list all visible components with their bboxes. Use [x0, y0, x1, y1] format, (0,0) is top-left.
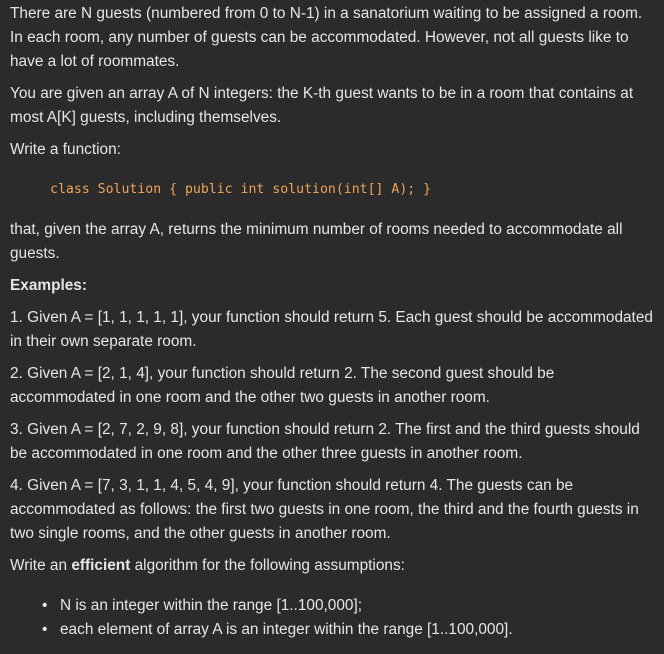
- bullet-icon: •: [42, 621, 48, 638]
- example-2: 2. Given A = [2, 1, 4], your function should return 2. The second guest should be accommodated in one room and the other two guests in another room.: [10, 365, 555, 406]
- list-item: [42, 594, 658, 618]
- efficient-bold: efficient: [71, 557, 131, 574]
- example-1: 1. Given A = [1, 1, 1, 1, 1], your function should return 5. Each guest should be accommodated in their own separate room.: [10, 309, 653, 350]
- returns-paragraph: that, given the array A, returns the minimum number of rooms needed to accommodate all guests.: [10, 221, 623, 262]
- efficient-text-before: Write an: [10, 557, 72, 574]
- assumptions-list: [10, 594, 658, 642]
- write-function-text: Write a function:: [10, 141, 121, 158]
- efficient-paragraph: [10, 554, 658, 578]
- example-3: 3. Given A = [2, 7, 2, 9, 8], your function should return 2. The first and the third guests should be accommodated in one room and the other three guests in another room.: [10, 421, 640, 462]
- list-item: [42, 618, 658, 642]
- bullet-icon: •: [42, 597, 48, 614]
- efficient-text-after: algorithm for the following assumptions:: [130, 557, 405, 574]
- intro-paragraph: There are N guests (numbered from 0 to N-1) in a sanatorium waiting to be assigned a room. In each room, any number of guests can be accommodated. However, not all guests like to have a lot of roommates.: [10, 5, 643, 70]
- assumption-text: N is an integer within the range [1..100,000];: [60, 597, 363, 614]
- assumption-text: each element of array A is an integer within the range [1..100,000].: [60, 621, 513, 638]
- examples-heading: Examples:: [10, 277, 87, 294]
- array-description: You are given an array A of N integers: the K-th guest wants to be in a room that contains at most A[K] guests, including themselves.: [10, 85, 634, 126]
- code-signature: class Solution { public int solution(int[] A); }: [50, 182, 432, 197]
- example-4: 4. Given A = [7, 3, 1, 1, 4, 5, 4, 9], your function should return 4. The guests can be accommodated as follows: the first two guests in one room, the third and the fourth guests in two single rooms, and the other guests in another room.: [10, 477, 639, 542]
